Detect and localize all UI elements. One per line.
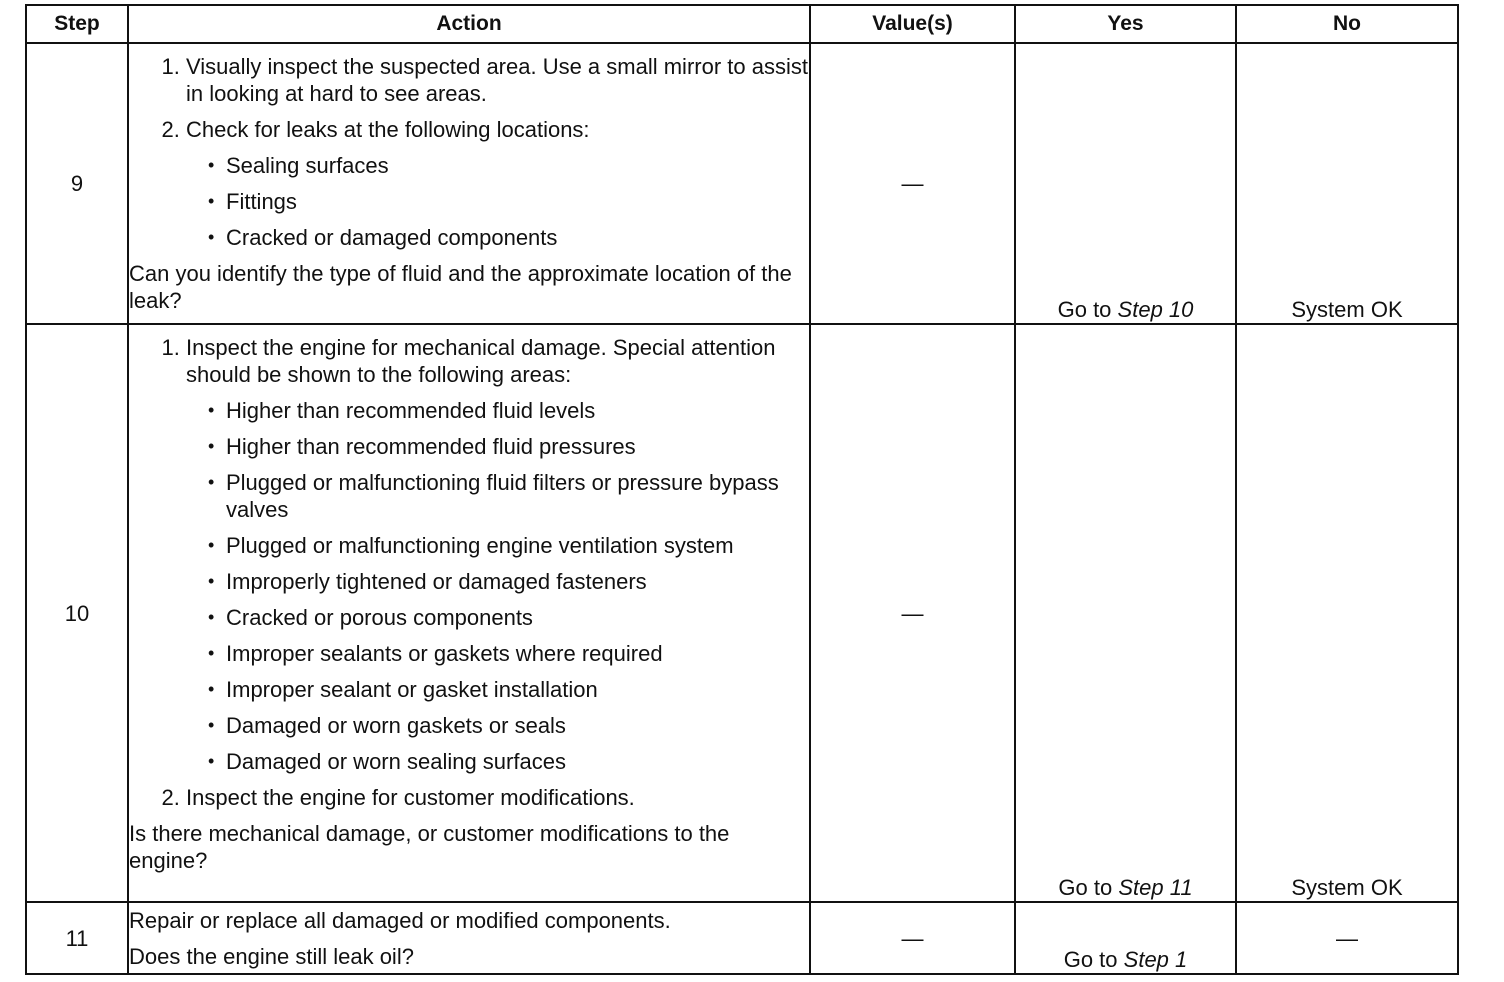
bullet-item: • Cracked or porous components — [226, 604, 809, 631]
bullet-item: • Fittings — [226, 188, 809, 215]
yes-cell — [1015, 324, 1236, 902]
yes-step-link: Step 10 — [1117, 297, 1194, 322]
diagnostic-table — [25, 4, 1459, 975]
bullet-item: • Plugged or malfunctioning engine ventilation system — [226, 532, 809, 559]
header-row — [26, 5, 1458, 43]
yes-step-link: Step 11 — [1118, 875, 1193, 900]
table-row-step-11 — [26, 902, 1458, 974]
action-steps — [129, 53, 809, 251]
action-step: 2. Inspect the engine for customer modifications. — [186, 784, 809, 811]
question-text: Is there mechanical damage, or customer modifications to the engine? — [129, 821, 730, 873]
no-cell: System OK — [1236, 43, 1458, 324]
bullet-item: • Improperly tightened or damaged fasteners — [226, 568, 809, 595]
bullet-item: • Damaged or worn sealing surfaces — [226, 748, 809, 775]
value-cell: — — [810, 324, 1015, 902]
yes-cell — [1015, 43, 1236, 324]
bullet-item: • Higher than recommended fluid levels — [226, 397, 809, 424]
action-line: Repair or replace all damaged or modified components. — [129, 908, 671, 933]
yes-cell — [1015, 902, 1236, 974]
no-cell: System OK — [1236, 324, 1458, 902]
bullet-item: • Plugged or malfunctioning fluid filters or pressure bypass valves — [226, 469, 809, 523]
header-values: Value(s) — [810, 5, 1015, 43]
table-row-step-9 — [26, 43, 1458, 324]
bullet-item: • Improper sealants or gaskets where required — [226, 640, 809, 667]
bullet-item: • Improper sealant or gasket installation — [226, 676, 809, 703]
bullet-item: • Damaged or worn gaskets or seals — [226, 712, 809, 739]
bullet-list — [186, 152, 809, 251]
header-action: Action — [128, 5, 810, 43]
header-step: Step — [26, 5, 128, 43]
step-number: 10 — [26, 324, 128, 902]
step-number: 11 — [26, 902, 128, 974]
action-step: 1. Visually inspect the suspected area. Use a small mirror to assist in looking at hard to see areas. — [186, 53, 809, 107]
question-text: Can you identify the type of fluid and the approximate location of the leak? — [129, 261, 792, 313]
no-cell: — — [1236, 902, 1458, 974]
action-step — [186, 334, 809, 775]
header-yes: Yes — [1015, 5, 1236, 43]
action-cell — [128, 43, 810, 324]
value-cell: — — [810, 43, 1015, 324]
value-cell: — — [810, 902, 1015, 974]
action-step — [186, 116, 809, 251]
action-cell — [128, 324, 810, 902]
yes-prefix: Go to — [1058, 875, 1113, 900]
bullet-list — [186, 397, 809, 775]
step-number: 9 — [26, 43, 128, 324]
bullet-item: • Sealing surfaces — [226, 152, 809, 179]
action-step-text: Check for leaks at the following locations: — [186, 117, 590, 142]
action-cell — [128, 902, 810, 974]
header-no: No — [1236, 5, 1458, 43]
bullet-item: • Cracked or damaged components — [226, 224, 809, 251]
yes-prefix: Go to — [1057, 297, 1112, 322]
question-text: Does the engine still leak oil? — [129, 944, 414, 969]
action-steps — [129, 334, 809, 811]
action-step-text: Inspect the engine for mechanical damage. Special attention should be shown to the following areas: — [186, 335, 776, 387]
bullet-item: • Higher than recommended fluid pressures — [226, 433, 809, 460]
table-row-step-10 — [26, 324, 1458, 902]
yes-prefix: Go to — [1063, 947, 1118, 972]
yes-step-link: Step 1 — [1123, 947, 1188, 972]
